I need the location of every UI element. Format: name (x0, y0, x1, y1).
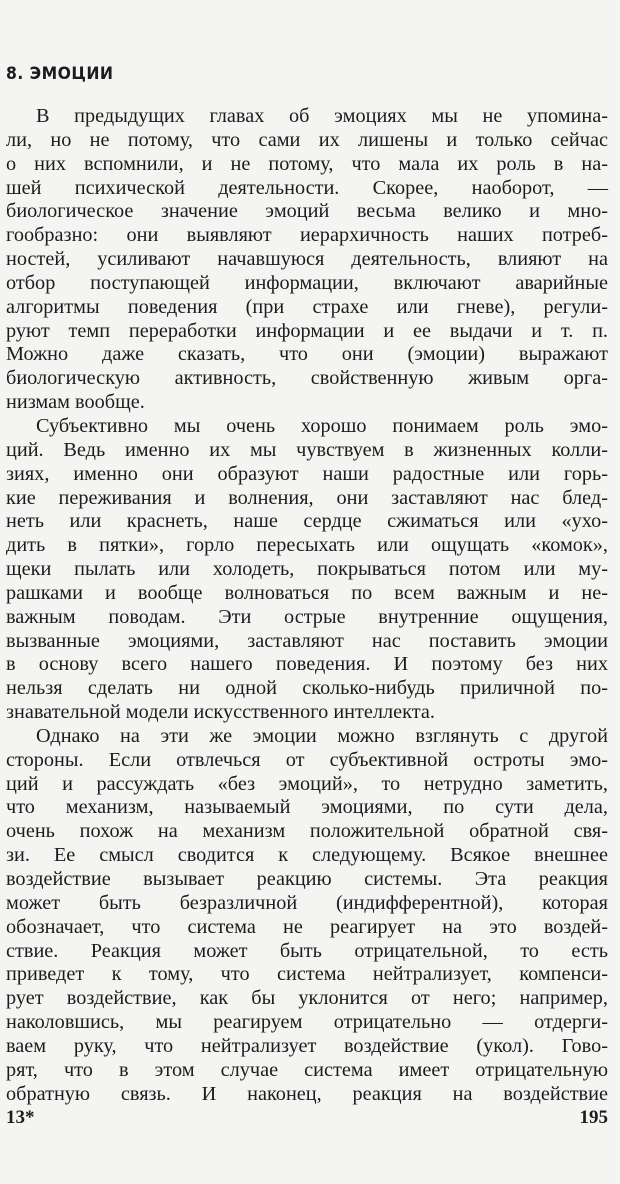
text-line: биологическое значение эмоций весьма велико и мно- (6, 200, 608, 223)
signature-mark: 13* (6, 1107, 35, 1128)
text-line: рашками и вообще волноваться по всем важным и не- (6, 581, 608, 604)
text-line: ций. Ведь именно их мы чувствуем в жизненных колли- (6, 438, 608, 461)
text-line: в основу всего нашего поведения. И поэтому без них (6, 653, 608, 676)
text-line: Однако на эти же эмоции можно взглянуть с другой (36, 724, 608, 747)
text-line: отбор поступающей информации, включают аварийные (6, 271, 608, 294)
text-line: что механизм, называемый эмоциями, по сути дела, (6, 796, 608, 819)
text-line: может быть безразличной (индифферентной), которая (6, 891, 608, 914)
text-line: зиях, именно они образуют наши радостные или горь- (6, 462, 608, 485)
text-line: о них вспомнили, и не потому, что мала их роль в на- (6, 152, 608, 175)
text-line: В предыдущих главах об эмоциях мы не упомина- (36, 105, 608, 127)
text-line: очень похож на механизм положительной обратной свя- (6, 820, 608, 843)
text-line: дить в пятки», горло пересыхать или ощущать «комок», (6, 534, 608, 557)
text-line: зи. Ее смысл сводится к следующему. Всякое внешнее (6, 844, 608, 867)
text-line: рует воздействие, как бы уклонится от него; например, (6, 987, 608, 1010)
text-line: приведет к тому, что система нейтрализует, компенси- (6, 963, 608, 986)
text-line: ностей, усиливают начавшуюся деятельность, влияют на (6, 248, 608, 271)
text-line: биологическую активность, свойственную живым орга- (6, 367, 608, 390)
body-text (6, 105, 608, 1106)
text-line: щеки пылать или холодеть, покрываться потом или му- (6, 558, 608, 581)
text-line: неть или краснеть, наше сердце сжиматься или «ухо- (6, 510, 608, 533)
text-line: важным поводам. Эти острые внутренние ощущения, (6, 605, 608, 628)
text-line: Можно даже сказать, что они (эмоции) выражают (6, 343, 608, 366)
text-line: обозначает, что система не реагирует на это воздей- (6, 915, 608, 938)
text-line: гообразно: они выявляют иерархичность наших потреб- (6, 224, 608, 247)
text-line: наколовшись, мы реагируем отрицательно — отдерги- (6, 1011, 608, 1034)
text-line: руют темп переработки информации и ее выдачи и т. п. (6, 319, 608, 342)
text-line: нельзя сделать ни одной сколько-нибудь приличной по- (6, 677, 608, 700)
text-line: стороны. Если отвлечься от субъективной остроты эмо- (6, 748, 608, 771)
section-heading: 8. ЭМОЦИИ (6, 64, 114, 84)
text-line: ствие. Реакция может быть отрицательной, то есть (6, 939, 608, 962)
text-line: вызванные эмоциями, заставляют нас поставить эмоции (6, 629, 608, 652)
text-line: ций и рассуждать «без эмоций», то нетрудно заметить, (6, 772, 608, 795)
text-line: Субъективно мы очень хорошо понимаем роль эмо- (36, 414, 608, 437)
text-line: знавательной модели искусственного интеллекта. (6, 701, 435, 724)
text-line: рят, что в этом случае система имеет отрицательную (6, 1058, 608, 1081)
text-line: алгоритмы поведения (при страхе или гневе), регули- (6, 295, 608, 318)
text-line: кие переживания и волнения, они заставляют нас блед- (6, 486, 608, 509)
text-line: ваем руку, что нейтрализует воздействие (укол). Гово- (6, 1034, 608, 1057)
text-line: ли, но не потому, что сами их лишены и только сейчас (6, 128, 608, 151)
text-line: шей психической деятельности. Скорее, наоборот, — (6, 176, 608, 199)
page-number: 195 (579, 1107, 608, 1128)
text-line: низмам вообще. (6, 391, 145, 414)
text-line: воздействие вызывает реакцию системы. Эта реакция (6, 868, 608, 890)
text-line: обратную связь. И наконец, реакция на воздействие (6, 1082, 608, 1105)
